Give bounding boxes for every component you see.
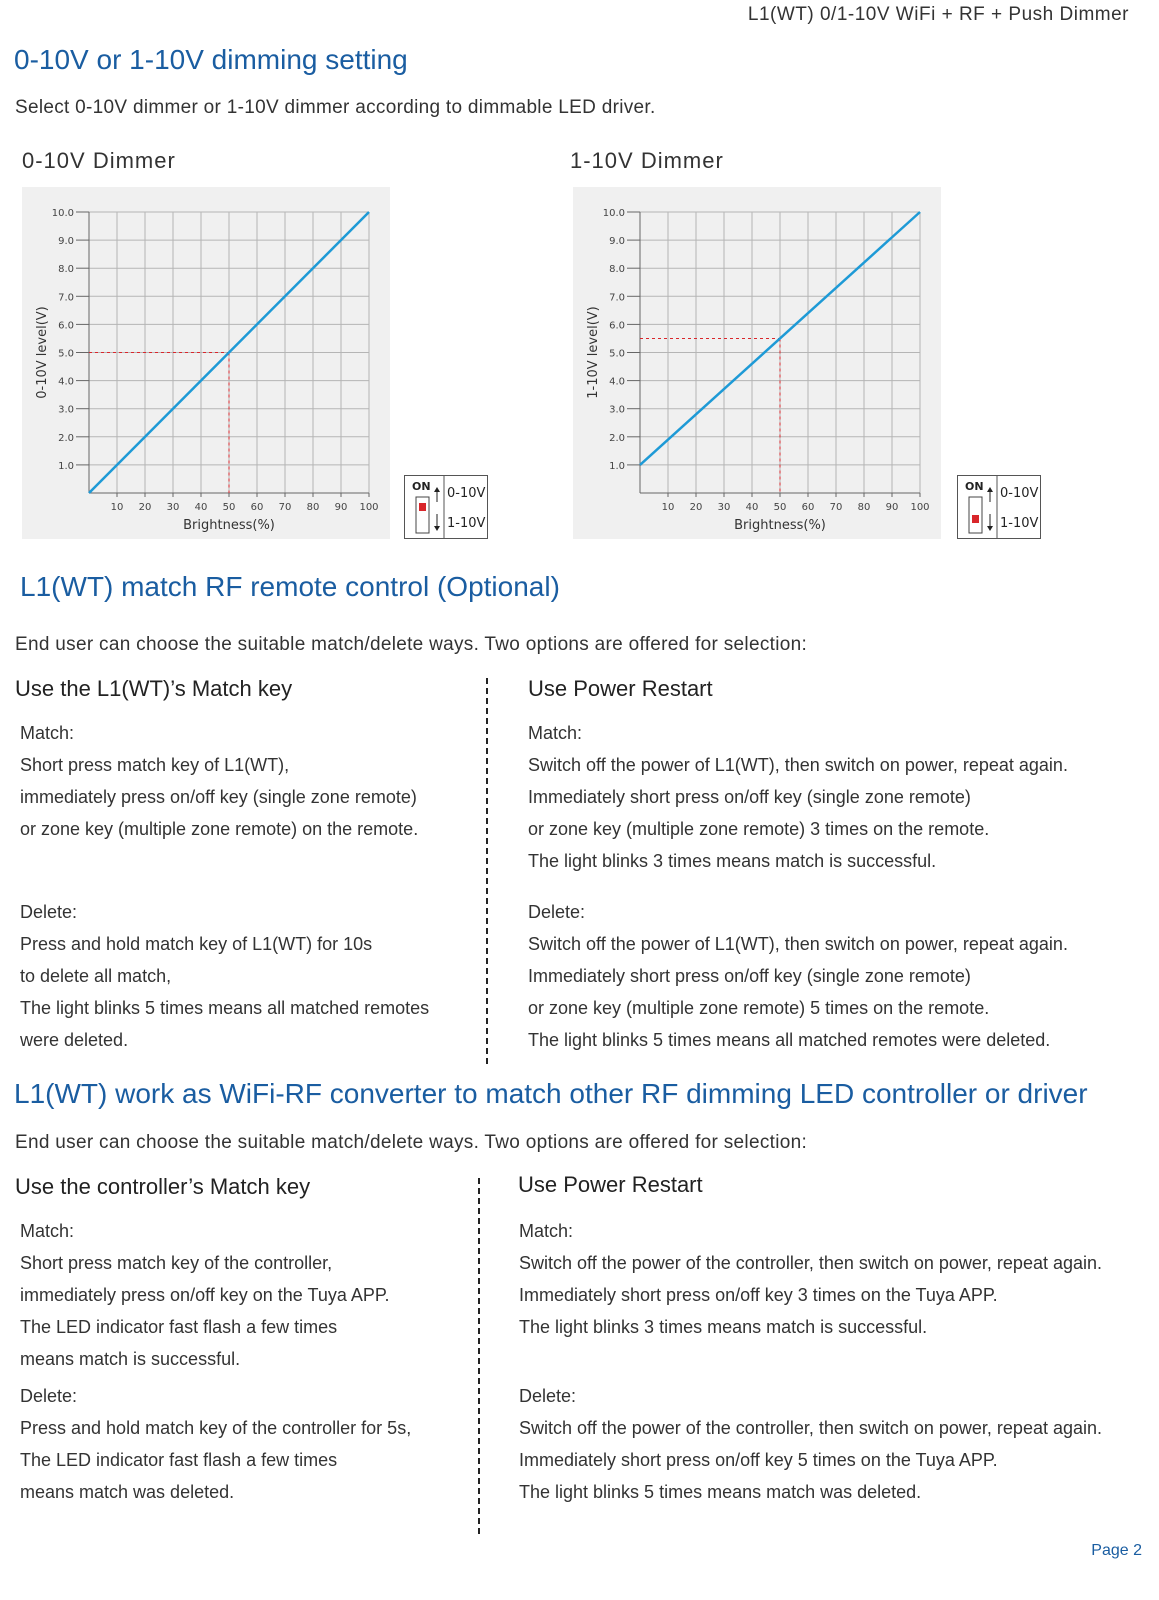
switch-label-top: 0-10V bbox=[447, 486, 486, 501]
x-tick-label: 80 bbox=[306, 502, 320, 513]
x-tick-label: 50 bbox=[773, 502, 787, 513]
x-tick-label: 30 bbox=[717, 502, 731, 513]
x-axis-label: Brightness(%) bbox=[183, 518, 275, 533]
instruction-line: Immediately short press on/off key (single zone remote) bbox=[528, 787, 971, 807]
instruction-line: Immediately short press on/off key 5 times on the Tuya APP. bbox=[519, 1450, 998, 1470]
chart-panel bbox=[573, 187, 941, 539]
instruction-line: or zone key (multiple zone remote) 3 times on the remote. bbox=[528, 819, 990, 839]
section-intro-rf-match: End user can choose the suitable match/delete ways. Two options are offered for selection: bbox=[15, 634, 808, 655]
match-label: Match: bbox=[528, 723, 583, 743]
chart-panel bbox=[22, 187, 390, 539]
x-tick-label: 60 bbox=[801, 502, 815, 513]
y-axis-label: 1-10V level(V) bbox=[586, 306, 601, 399]
instruction-line: means match is successful. bbox=[20, 1349, 241, 1369]
y-tick-label: 10.0 bbox=[602, 208, 625, 219]
dimming-chart-0-10v bbox=[22, 187, 390, 539]
switch-knob bbox=[419, 503, 426, 511]
x-tick-label: 70 bbox=[278, 502, 292, 513]
instruction-line: to delete all match, bbox=[20, 966, 172, 986]
instruction-line: immediately press on/off key (single zone remote) bbox=[20, 787, 417, 807]
y-tick-label: 2.0 bbox=[609, 432, 625, 444]
delete-label: Delete: bbox=[519, 1386, 577, 1406]
y-tick-label: 10.0 bbox=[51, 208, 74, 219]
section-title-dimming: 0-10V or 1-10V dimming setting bbox=[14, 44, 408, 75]
x-tick-label: 70 bbox=[829, 502, 843, 513]
match-instructions bbox=[519, 1215, 1149, 1343]
y-tick-label: 8.0 bbox=[58, 264, 74, 276]
instruction-line: Switch off the power of the controller, then switch on power, repeat again. bbox=[519, 1253, 1103, 1273]
x-tick-label: 90 bbox=[885, 502, 899, 513]
column-divider bbox=[486, 678, 488, 1064]
delete-instructions bbox=[20, 1380, 470, 1508]
y-tick-label: 4.0 bbox=[58, 376, 74, 388]
y-tick-label: 9.0 bbox=[609, 236, 625, 248]
switch-label-top: 0-10V bbox=[1000, 486, 1039, 501]
on-label: ON bbox=[965, 480, 984, 493]
x-tick-label: 30 bbox=[166, 502, 180, 513]
y-tick-label: 9.0 bbox=[58, 236, 74, 248]
y-tick-label: 6.0 bbox=[58, 320, 74, 332]
instruction-line: Short press match key of the controller, bbox=[20, 1253, 333, 1273]
option-heading-match-key: Use the L1(WT)’s Match key bbox=[15, 676, 293, 701]
option-heading-controller-key: Use the controller’s Match key bbox=[15, 1174, 311, 1199]
delete-instructions bbox=[20, 896, 475, 1056]
y-tick-label: 6.0 bbox=[609, 320, 625, 332]
instruction-line: The light blinks 5 times means all matched remotes were deleted. bbox=[528, 1030, 1051, 1050]
x-tick-label: 10 bbox=[110, 502, 124, 513]
match-instructions bbox=[20, 1215, 470, 1375]
dimming-chart-1-10v bbox=[573, 187, 941, 539]
y-tick-label: 7.0 bbox=[58, 292, 74, 304]
arrow-down-icon bbox=[434, 526, 440, 531]
delete-label: Delete: bbox=[20, 1386, 78, 1406]
x-tick-label: 20 bbox=[138, 502, 152, 513]
instruction-line: Press and hold match key of L1(WT) for 10s bbox=[20, 934, 373, 954]
instruction-line: Switch off the power of L1(WT), then switch on power, repeat again. bbox=[528, 934, 1068, 954]
instruction-line: The light blinks 5 times means match was deleted. bbox=[519, 1482, 922, 1502]
delete-label: Delete: bbox=[528, 902, 586, 922]
delete-instructions bbox=[528, 896, 1153, 1056]
delete-label: Delete: bbox=[20, 902, 78, 922]
chart-title: 1-10V Dimmer bbox=[570, 148, 724, 173]
y-tick-label: 3.0 bbox=[609, 404, 625, 416]
dip-switch-graphic bbox=[405, 476, 487, 538]
y-tick-label: 1.0 bbox=[609, 460, 625, 472]
x-tick-label: 40 bbox=[745, 502, 759, 513]
column-divider bbox=[478, 1178, 480, 1534]
y-axis-label: 0-10V level(V) bbox=[35, 306, 50, 399]
x-tick-label: 90 bbox=[334, 502, 348, 513]
on-label: ON bbox=[412, 480, 431, 493]
x-tick-label: 100 bbox=[910, 502, 930, 513]
match-label: Match: bbox=[519, 1221, 574, 1241]
match-instructions bbox=[20, 717, 475, 845]
y-tick-label: 7.0 bbox=[609, 292, 625, 304]
instruction-line: immediately press on/off key on the Tuya APP. bbox=[20, 1285, 390, 1305]
y-tick-label: 2.0 bbox=[58, 432, 74, 444]
x-tick-label: 50 bbox=[222, 502, 236, 513]
switch-body bbox=[416, 497, 429, 533]
section-title-rf-match: L1(WT) match RF remote control (Optional) bbox=[20, 571, 560, 602]
instruction-line: means match was deleted. bbox=[20, 1482, 235, 1502]
y-tick-label: 3.0 bbox=[58, 404, 74, 416]
arrow-up-icon bbox=[434, 487, 440, 492]
x-tick-label: 20 bbox=[689, 502, 703, 513]
switch-label-bottom: 1-10V bbox=[1000, 516, 1039, 531]
option-heading-power-restart: Use Power Restart bbox=[528, 676, 713, 701]
instruction-line: Switch off the power of the controller, then switch on power, repeat again. bbox=[519, 1418, 1103, 1438]
y-tick-label: 5.0 bbox=[58, 348, 74, 360]
match-label: Match: bbox=[20, 723, 75, 743]
instruction-line: The LED indicator fast flash a few times bbox=[20, 1317, 338, 1337]
y-tick-label: 5.0 bbox=[609, 348, 625, 360]
instruction-line: were deleted. bbox=[20, 1030, 129, 1050]
instruction-line: The light blinks 3 times means match is successful. bbox=[528, 851, 937, 871]
x-tick-label: 10 bbox=[661, 502, 675, 513]
chart-title: 0-10V Dimmer bbox=[22, 148, 176, 173]
y-tick-label: 8.0 bbox=[609, 264, 625, 276]
instruction-line: Press and hold match key of the controller for 5s, bbox=[20, 1418, 412, 1438]
x-axis-label: Brightness(%) bbox=[734, 518, 826, 533]
instruction-line: Immediately short press on/off key (single zone remote) bbox=[528, 966, 971, 986]
instruction-line: The light blinks 3 times means match is successful. bbox=[519, 1317, 928, 1337]
instruction-line: Switch off the power of L1(WT), then switch on power, repeat again. bbox=[528, 755, 1068, 775]
instruction-line: The LED indicator fast flash a few times bbox=[20, 1450, 338, 1470]
option-heading-power-restart: Use Power Restart bbox=[518, 1172, 703, 1197]
match-label: Match: bbox=[20, 1221, 75, 1241]
document-header: L1(WT) 0/1-10V WiFi + RF + Push Dimmer bbox=[747, 4, 1129, 25]
arrow-down-icon bbox=[987, 526, 993, 531]
switch-label-bottom: 1-10V bbox=[447, 516, 486, 531]
switch-knob bbox=[972, 515, 979, 523]
instruction-line: Immediately short press on/off key 3 times on the Tuya APP. bbox=[519, 1285, 998, 1305]
page-number: Page 2 bbox=[1091, 1542, 1142, 1559]
delete-instructions bbox=[519, 1380, 1149, 1508]
y-tick-label: 1.0 bbox=[58, 460, 74, 472]
dip-switch-0-10v bbox=[404, 475, 488, 539]
section-intro-dimming: Select 0-10V dimmer or 1-10V dimmer according to dimmable LED driver. bbox=[15, 97, 656, 118]
dip-switch-graphic bbox=[958, 476, 1040, 538]
instruction-line: or zone key (multiple zone remote) 5 times on the remote. bbox=[528, 998, 990, 1018]
arrow-up-icon bbox=[987, 487, 993, 492]
section-intro-wifi-rf: End user can choose the suitable match/delete ways. Two options are offered for selection: bbox=[15, 1132, 808, 1153]
instruction-line: Short press match key of L1(WT), bbox=[20, 755, 290, 775]
dip-switch-1-10v bbox=[957, 475, 1041, 539]
x-tick-label: 40 bbox=[194, 502, 208, 513]
x-tick-label: 60 bbox=[250, 502, 264, 513]
instruction-line: The light blinks 5 times means all matched remotes bbox=[20, 998, 430, 1018]
x-tick-label: 100 bbox=[359, 502, 379, 513]
y-tick-label: 4.0 bbox=[609, 376, 625, 388]
section-title-wifi-rf: L1(WT) work as WiFi-RF converter to match other RF dimming LED controller or driver bbox=[14, 1078, 1088, 1109]
instruction-line: or zone key (multiple zone remote) on the remote. bbox=[20, 819, 419, 839]
x-tick-label: 80 bbox=[857, 502, 871, 513]
match-instructions bbox=[528, 717, 1153, 877]
